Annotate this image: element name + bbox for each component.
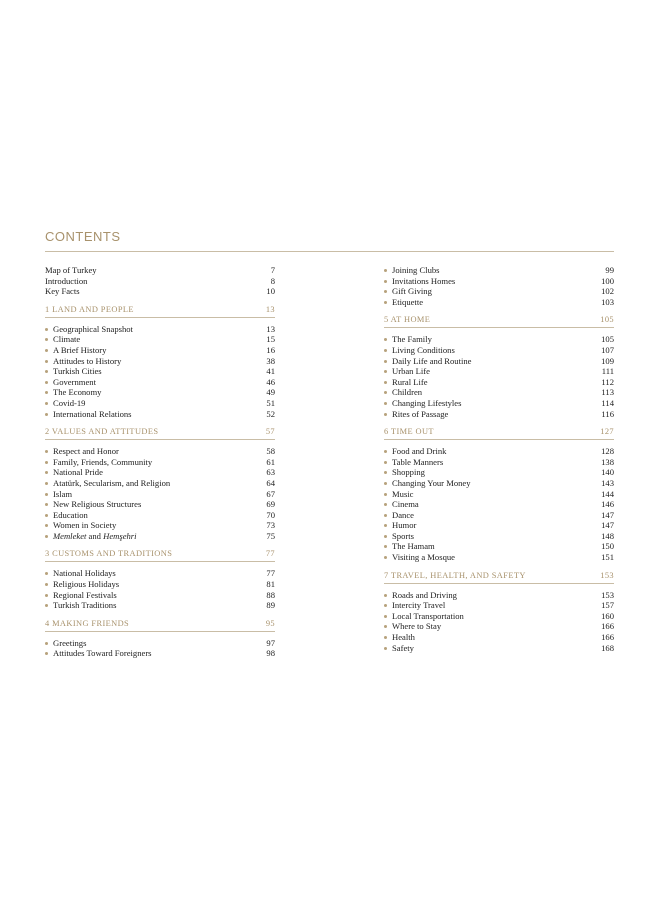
section-underline [45,561,275,562]
entry-page: 102 [601,286,614,297]
entry-label: Government [53,376,96,387]
entry-label-join: and [86,530,104,541]
bullet-icon [45,370,48,373]
bullet-icon [384,370,387,373]
toc-entry[interactable] [45,334,275,345]
toc-entry[interactable] [384,531,614,542]
entry-page: 140 [601,467,614,478]
entry-page: 98 [266,648,275,659]
toc-entry[interactable] [45,520,275,531]
section-underline [384,327,614,328]
entry-label: Joining Clubs [392,265,440,275]
entry-page: 41 [266,366,275,377]
entry-page: 109 [601,355,614,366]
entry-page: 61 [266,456,275,467]
bullet-icon [45,514,48,517]
entry-label: International Relations [53,408,132,419]
entry-label: Children [392,387,423,398]
entry-label: Daily Life and Routine [392,355,472,366]
entry-label: Etiquette [392,296,424,307]
bullet-icon [384,647,387,650]
contents-column-left [45,265,275,659]
toc-entry[interactable] [384,387,614,398]
entry-page: 8 [270,275,275,286]
section-title: 2 VALUES AND ATTITUDES [45,427,159,437]
toc-entry[interactable] [384,489,614,500]
entry-page: 147 [601,520,614,531]
toc-entry[interactable] [384,643,614,654]
entry-page: 16 [266,344,275,355]
entry-page: 52 [266,408,275,419]
entry-label: Dance [392,509,414,520]
bullet-icon [45,413,48,416]
toc-entry[interactable] [45,531,275,542]
bullet-icon [384,535,387,538]
toc-entry[interactable] [45,265,275,276]
entry-label: Safety [392,642,414,653]
entry-label: Education [53,509,88,520]
entry-label-italic: Hemşehri [103,530,137,541]
toc-entry[interactable] [45,600,275,611]
entry-label-italic: Memleket [53,530,87,541]
toc-entry[interactable] [45,377,275,388]
bullet-icon [45,402,48,405]
section-title: 5 AT HOME [384,315,431,325]
bullet-icon [384,471,387,474]
toc-entry[interactable] [45,568,275,579]
toc-entry[interactable] [45,409,275,420]
bullet-icon [384,391,387,394]
entry-page: 64 [266,477,275,488]
entry-page: 150 [601,541,614,552]
entry-label: A Brief History [53,344,107,355]
bullet-icon [384,503,387,506]
toc-entry[interactable] [384,510,614,521]
bullet-icon [45,583,48,586]
toc-entry[interactable] [384,345,614,356]
toc-entry[interactable] [45,579,275,590]
entry-page: 81 [266,579,275,590]
entry-page: 13 [266,323,275,334]
section-page: 105 [600,315,614,325]
entry-label: Where to Stay [392,621,442,632]
entry-label: Roads and Driving [392,589,457,600]
entry-page: 112 [601,376,614,387]
entry-page: 143 [601,477,614,488]
title-divider [45,251,614,252]
toc-entry[interactable] [45,387,275,398]
toc-entry[interactable] [384,499,614,510]
bullet-icon [384,381,387,384]
section-title: 4 MAKING FRIENDS [45,618,130,628]
section-heading[interactable] [45,426,275,438]
entry-label: The Hamam [392,541,435,552]
entry-page: 111 [601,366,614,377]
entry-page: 157 [601,600,614,611]
entry-label: Visiting a Mosque [392,552,455,563]
entry-label: Living Conditions [392,344,455,355]
toc-entry[interactable] [384,377,614,388]
bullet-icon [45,328,48,331]
entry-label: Regional Festivals [53,589,117,600]
entry-page: 38 [266,355,275,366]
bullet-icon [384,604,387,607]
entry-label: Attitudes Toward Foreigners [53,648,152,659]
bullet-icon [45,503,48,506]
entry-label: Music [392,488,414,499]
section-underline [45,631,275,632]
toc-entry[interactable] [384,552,614,563]
section-title: 3 CUSTOMS AND TRADITIONS [45,549,173,559]
bullet-icon [384,280,387,283]
section-title: 7 TRAVEL, HEALTH, AND SAFETY [384,570,526,580]
entry-label: Geographical Snapshot [53,323,133,334]
toc-entry[interactable] [45,499,275,510]
entry-page: 138 [601,456,614,467]
section-title: 1 LAND AND PEOPLE [45,304,134,314]
bullet-icon [384,349,387,352]
entry-label: Sports [392,530,414,541]
entry-page: 113 [601,387,614,398]
entry-page: 88 [266,589,275,600]
toc-entry[interactable] [384,265,614,276]
entry-label: Rural Life [392,376,428,387]
entry-page: 63 [266,467,275,478]
entry-label: Map of Turkey [45,265,97,275]
bullet-icon [384,514,387,517]
entry-label: Gift Giving [392,286,432,297]
entry-page: 105 [601,334,614,345]
entry-label: Table Manners [392,456,444,467]
entry-label: Local Transportation [392,610,464,621]
entry-label: National Holidays [53,568,116,579]
entry-label: New Religious Structures [53,499,142,510]
entry-label [53,531,137,541]
entry-page: 107 [601,344,614,355]
entry-page: 51 [266,397,275,408]
entry-label: Urban Life [392,366,430,377]
bullet-icon [384,290,387,293]
section-heading[interactable] [45,618,275,630]
bullet-icon [45,471,48,474]
bullet-icon [45,524,48,527]
section-underline [45,317,275,318]
bullet-icon [384,493,387,496]
bullet-icon [384,625,387,628]
bullet-icon [384,450,387,453]
section-page: 77 [265,549,275,559]
entry-label: Shopping [392,467,425,478]
section-heading[interactable] [384,426,614,438]
entry-label: The Economy [53,387,102,398]
entry-label: Turkish Traditions [53,600,117,611]
section-underline [384,439,614,440]
entry-label: Humor [392,520,417,531]
section-page: 95 [265,618,275,628]
entry-label: Greetings [53,637,87,648]
toc-entry[interactable] [45,356,275,367]
contents-column-right [384,265,614,653]
entry-page: 128 [601,446,614,457]
bullet-icon [384,269,387,272]
toc-entry[interactable] [45,366,275,377]
entry-page: 146 [601,499,614,510]
toc-entry[interactable] [45,638,275,649]
toc-entry[interactable] [384,621,614,632]
entry-page: 144 [601,488,614,499]
entry-label: Key Facts [45,286,80,297]
toc-entry[interactable] [45,398,275,409]
entry-label: National Pride [53,467,103,478]
section-heading[interactable] [384,570,614,582]
bullet-icon [45,482,48,485]
section-page: 13 [265,304,275,314]
section-underline [45,439,275,440]
toc-entry[interactable] [45,510,275,521]
entry-page: 168 [601,642,614,653]
entry-label: Family, Friends, Community [53,456,153,467]
entry-page: 100 [601,275,614,286]
entry-page: 70 [266,509,275,520]
entry-label: Atatürk, Secularism, and Religion [53,477,171,488]
entry-label: Intercity Travel [392,600,446,611]
section-page: 57 [265,427,275,437]
bullet-icon [45,642,48,645]
toc-entry[interactable] [45,590,275,601]
toc-entry[interactable] [384,600,614,611]
entry-page: 15 [266,334,275,345]
bullet-icon [45,391,48,394]
entry-page: 99 [605,265,614,275]
bullet-icon [45,338,48,341]
entry-page: 116 [601,408,614,419]
entry-label: Turkish Cities [53,366,102,377]
toc-entry[interactable] [384,590,614,601]
bullet-icon [384,636,387,639]
entry-page: 10 [266,286,275,297]
entry-label: Introduction [45,275,88,286]
bullet-icon [45,349,48,352]
section-heading[interactable] [384,314,614,326]
bullet-icon [384,482,387,485]
entry-label: The Family [392,334,432,345]
entry-page: 77 [266,568,275,579]
toc-entry[interactable] [384,409,614,420]
entry-page: 114 [601,397,614,408]
entry-page: 69 [266,499,275,510]
entry-page: 160 [601,610,614,621]
entry-page: 166 [601,621,614,632]
entry-label: Changing Lifestyles [392,397,462,408]
entry-page: 153 [601,589,614,600]
entry-label: Cinema [392,499,419,510]
toc-entry[interactable] [45,467,275,478]
bullet-icon [384,402,387,405]
entry-label: Women in Society [53,520,117,531]
bullet-icon [45,652,48,655]
toc-entry[interactable] [45,286,275,297]
toc-entry[interactable] [45,648,275,659]
bullet-icon [384,545,387,548]
toc-entry[interactable] [384,286,614,297]
toc-entry[interactable] [384,632,614,643]
entry-page: 7 [270,265,275,275]
toc-entry[interactable] [45,478,275,489]
bullet-icon [45,604,48,607]
entry-label: Health [392,632,415,643]
entry-page: 49 [266,387,275,398]
entry-page: 67 [266,488,275,499]
toc-entry[interactable] [384,541,614,552]
section-page: 153 [600,570,614,580]
bullet-icon [45,381,48,384]
section-underline [384,583,614,584]
bullet-icon [384,461,387,464]
entry-label: Covid-19 [53,397,86,408]
entry-label: Rites of Passage [392,408,449,419]
bullet-icon [45,493,48,496]
toc-entry[interactable] [384,276,614,287]
entry-page: 151 [601,552,614,563]
entry-label: Religious Holidays [53,579,120,590]
bullet-icon [45,535,48,538]
bullet-icon [45,572,48,575]
entry-page: 147 [601,509,614,520]
entry-label: Food and Drink [392,446,447,457]
toc-entry[interactable] [384,297,614,308]
toc-entry[interactable] [384,398,614,409]
section-title: 6 TIME OUT [384,427,434,437]
entry-page: 103 [601,296,614,307]
toc-entry[interactable] [384,467,614,478]
bullet-icon [384,360,387,363]
bullet-icon [384,556,387,559]
toc-entry[interactable] [384,478,614,489]
entry-label: Respect and Honor [53,446,119,457]
entry-page: 75 [266,530,275,541]
toc-entry[interactable] [45,276,275,287]
entry-label: Attitudes to History [53,355,122,366]
section-page: 127 [600,427,614,437]
toc-entry[interactable] [384,457,614,468]
toc-entry[interactable] [45,446,275,457]
toc-entry[interactable] [384,334,614,345]
entry-page: 89 [266,600,275,611]
bullet-icon [45,594,48,597]
entry-page: 58 [266,446,275,457]
bullet-icon [384,615,387,618]
entry-label: Changing Your Money [392,477,471,488]
entry-label: Invitations Homes [392,275,456,286]
toc-entry[interactable] [384,366,614,377]
bullet-icon [45,461,48,464]
section-heading[interactable] [45,304,275,316]
entry-page: 73 [266,520,275,531]
bullet-icon [45,360,48,363]
toc-entry[interactable] [384,611,614,622]
entry-page: 46 [266,376,275,387]
toc-entry[interactable] [45,345,275,356]
page-title: CONTENTS [45,229,121,244]
bullet-icon [384,301,387,304]
toc-entry[interactable] [384,520,614,531]
bullet-icon [384,413,387,416]
entry-label: Islam [53,488,73,499]
bullet-icon [384,524,387,527]
bullet-icon [384,338,387,341]
entry-label: Climate [53,334,81,345]
toc-entry[interactable] [45,489,275,500]
entry-page: 97 [266,637,275,648]
section-heading[interactable] [45,548,275,560]
toc-entry[interactable] [384,356,614,367]
toc-entry[interactable] [45,457,275,468]
bullet-icon [45,450,48,453]
entry-page: 166 [601,632,614,643]
bullet-icon [384,594,387,597]
toc-entry[interactable] [45,324,275,335]
entry-page: 148 [601,530,614,541]
toc-entry[interactable] [384,446,614,457]
